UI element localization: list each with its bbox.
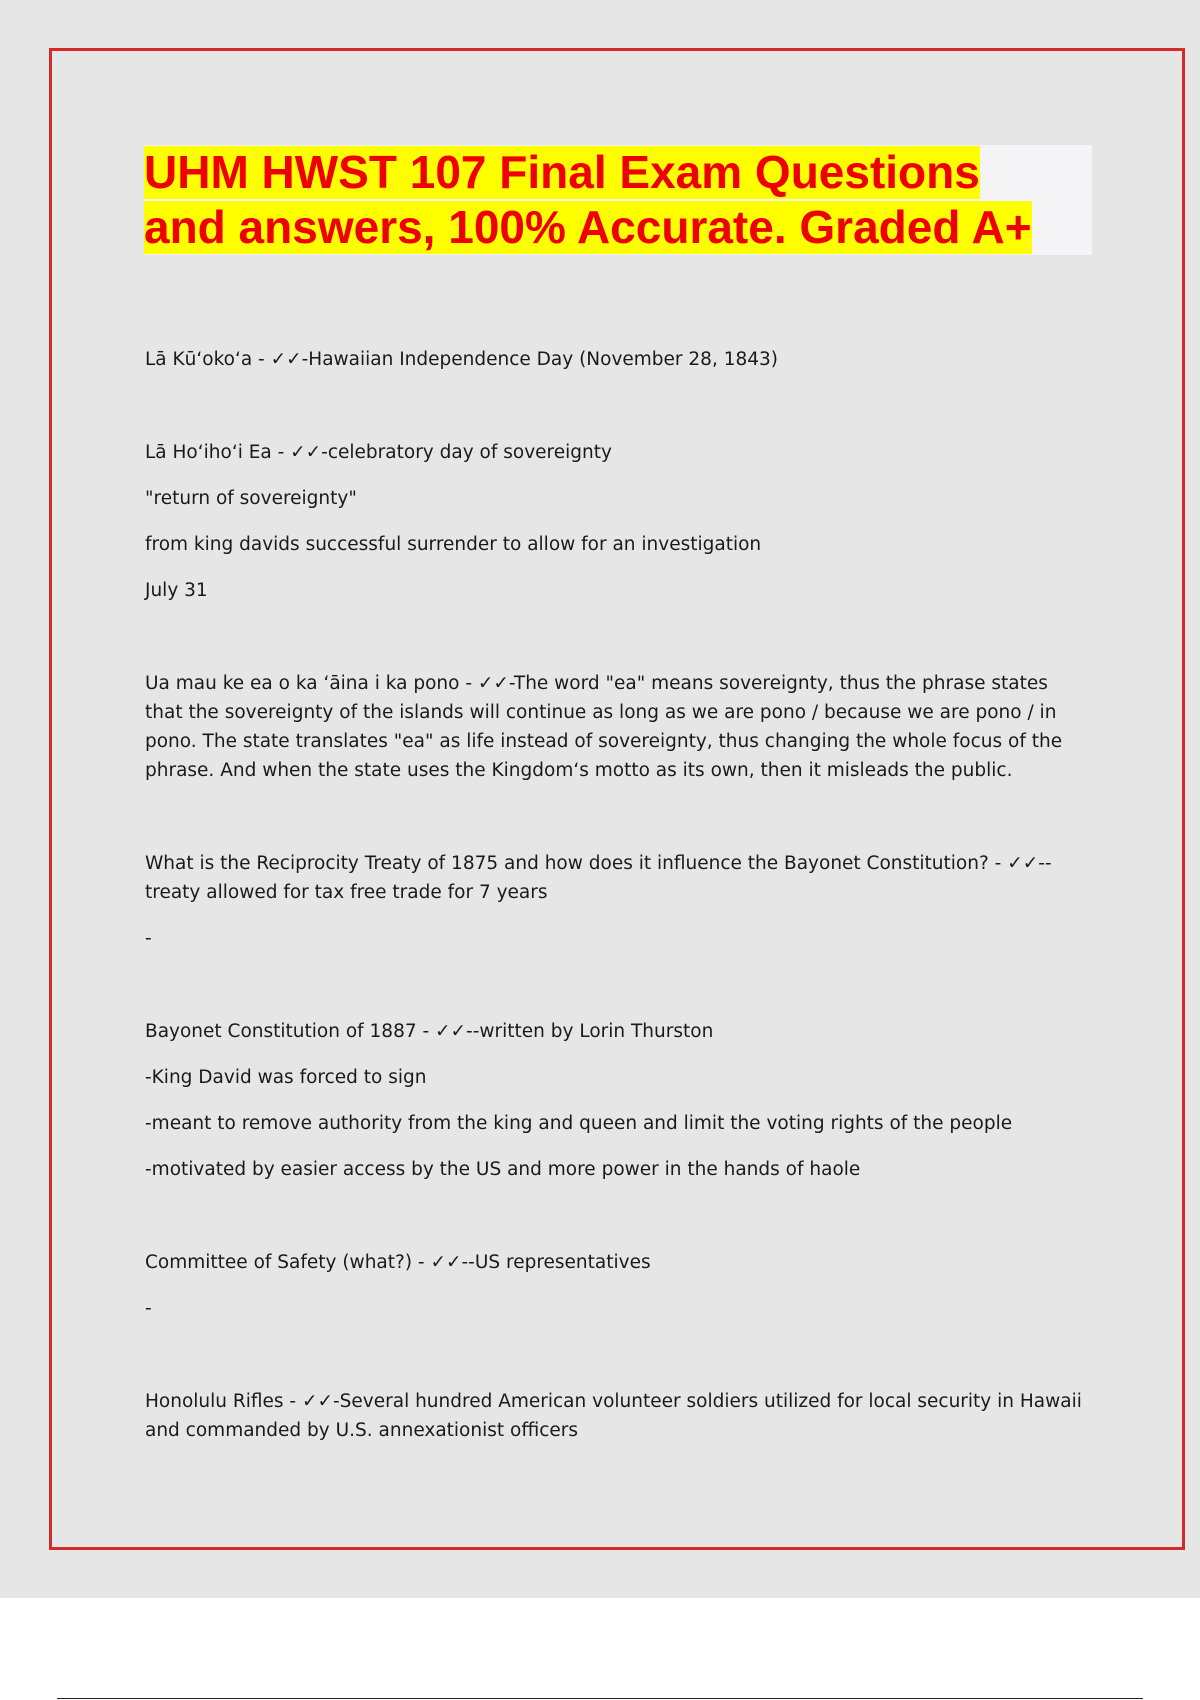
- entry-text: Lā Hoʻihoʻi Ea - ✓✓-celebratory day of sovereignty: [145, 442, 612, 463]
- entry-text: Bayonet Constitution of 1887 - ✓✓--written by Lorin Thurston: [145, 1021, 714, 1042]
- title-line-2: and answers, 100% Accurate. Graded A+: [144, 201, 1032, 253]
- entry-text: July 31: [145, 580, 208, 601]
- qa-entry-ua-mau-ke-ea: [145, 669, 1090, 785]
- entry-text: from king davids successful surrender to allow for an investigation: [145, 534, 762, 555]
- entry-text: -: [145, 928, 152, 949]
- entry-text: -: [145, 1298, 152, 1319]
- entry-text: -meant to remove authority from the king and queen and limit the voting rights of the people: [145, 1113, 1013, 1134]
- footer-divider: [57, 1698, 1143, 1699]
- document-title: [144, 145, 1092, 255]
- entry-text: Lā Kūʻokoʻa - ✓✓-Hawaiian Independence Day (November 28, 1843): [145, 349, 779, 370]
- entry-text: What is the Reciprocity Treaty of 1875 and how does it influence the Bayonet Constitution? - ✓✓--treaty allowed for tax free trade for 7 years: [145, 853, 1052, 903]
- entry-text: -motivated by easier access by the US and more power in the hands of haole: [145, 1159, 861, 1180]
- qa-entry-committee-of-safety: [145, 1248, 1090, 1323]
- entry-text: "return of sovereignty": [145, 488, 357, 509]
- title-block: [144, 145, 1092, 255]
- entry-text: -King David was forced to sign: [145, 1067, 427, 1088]
- title-line-1: UHM HWST 107 Final Exam Questions: [144, 146, 980, 198]
- qa-entry-la-kuokoa: [145, 345, 1090, 374]
- qa-content: [145, 345, 1090, 1445]
- qa-entry-reciprocity-treaty: [145, 849, 1090, 953]
- qa-entry-bayonet-constitution: [145, 1017, 1090, 1184]
- qa-entry-la-hoihoi-ea: [145, 438, 1090, 605]
- entry-text: Ua mau ke ea o ka ʻāina i ka pono - ✓✓-The word "ea" means sovereignty, thus the phrase states that the sovereignty of the islands will continue as long as we are pono / because we are pono / in pono. The state translates "ea" as life instead of sovereignty, thus changing the whole focus of the phrase. And when the state uses the Kingdomʻs motto as its own, then it misleads the public.: [145, 673, 1063, 781]
- entry-text: Committee of Safety (what?) - ✓✓--US representatives: [145, 1252, 651, 1273]
- entry-text: Honolulu Rifles - ✓✓-Several hundred American volunteer soldiers utilized for local security in Hawaii and commanded by U.S. annexationist officers: [145, 1391, 1082, 1441]
- qa-entry-honolulu-rifles: [145, 1387, 1090, 1445]
